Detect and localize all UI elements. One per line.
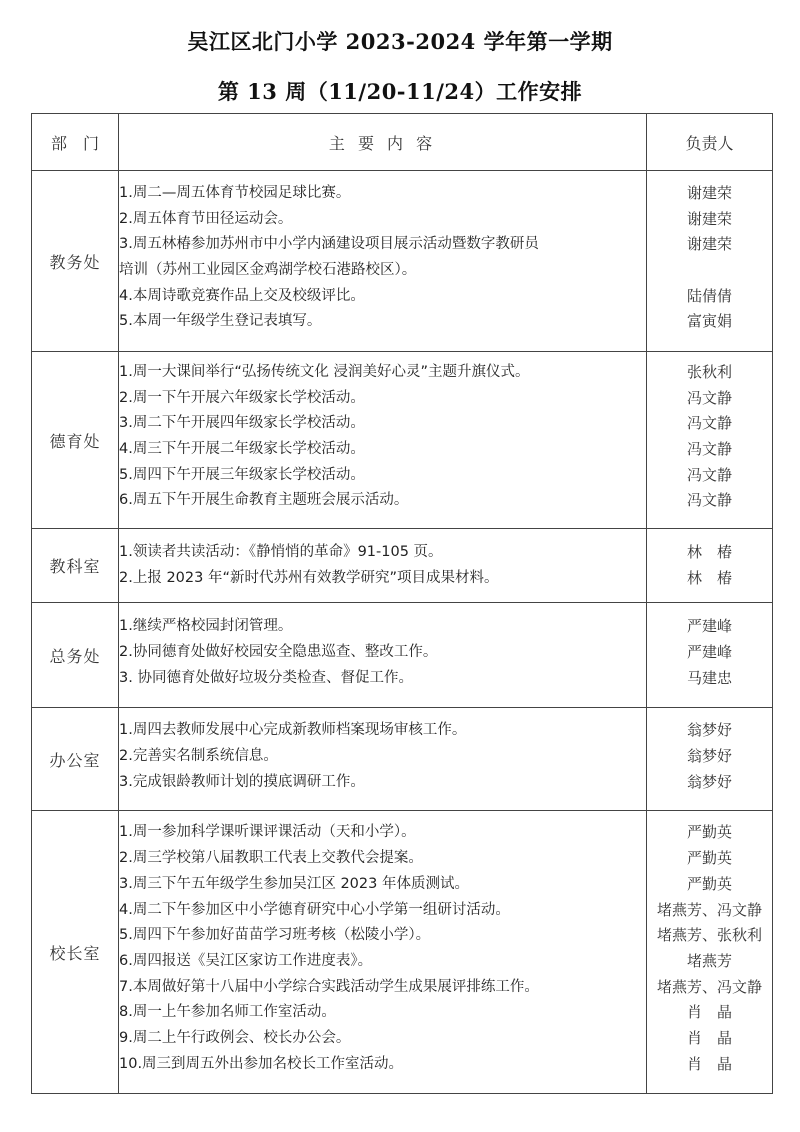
person-name: 陆倩倩: [686, 286, 732, 305]
person-name: 翁梦妤: [686, 721, 732, 740]
section-row-deyuchu: [32, 352, 773, 529]
header-department: 部 门: [32, 114, 119, 171]
task-item: 3.完成银龄教师计划的摸底调研工作。: [119, 773, 365, 790]
department-cell: 办公室: [32, 708, 119, 811]
person-cell: [647, 171, 773, 352]
task-item: 2.协同德育处做好校园安全隐患巡查、整改工作。: [119, 644, 438, 661]
task-item: 3.周二下午开展四年级家长学校活动。: [119, 415, 365, 432]
task-item: 1.周四去教师发展中心完成新教师档案现场审核工作。: [119, 722, 467, 739]
task-item: 2.周三学校第八届教职工代表上交教代会提案。: [119, 850, 423, 867]
task-item: 1.继续严格校园封闭管理。: [119, 618, 293, 635]
task-item: 4.周二下午参加区中小学德育研究中心小学第一组研讨活动。: [119, 901, 510, 918]
person-name: 严勤英: [686, 874, 732, 893]
person-name: 谢建荣: [686, 183, 732, 202]
person-name: 马建忠: [686, 668, 732, 687]
person-name: 堵燕芳、张秋利: [656, 926, 762, 945]
person-name: 冯文静: [686, 388, 732, 407]
department-cell: 教科室: [32, 529, 119, 603]
person-name: 肖 晶: [686, 1054, 732, 1073]
task-item: 2.周五体育节田径运动会。: [119, 210, 293, 227]
section-row-jiaowuchu: [32, 171, 773, 352]
task-item: 6.周五下午开展生命教育主题班会展示活动。: [119, 492, 409, 509]
person-name: 堵燕芳: [686, 952, 732, 970]
task-item: 5.周四下午开展三年级家长学校活动。: [119, 466, 365, 483]
content-cell: [119, 603, 647, 708]
task-item: 8.周一上午参加名师工作室活动。: [119, 1004, 336, 1021]
person-cell: [647, 811, 773, 1094]
task-item: 3.周三下午五年级学生参加吴江区 2023 年体质测试。: [119, 875, 469, 892]
task-item: 2.周一下午开展六年级家长学校活动。: [119, 389, 365, 406]
person-name: 林 椿: [686, 542, 732, 561]
section-row-xiaozhangshi: [32, 811, 773, 1094]
section-row-bangongshi: [32, 708, 773, 811]
person-name: 严建峰: [686, 643, 732, 662]
person-name: 冯文静: [686, 414, 732, 433]
task-item: 3.周五林椿参加苏州市中小学内涵建设项目展示活动暨数字教研员: [119, 236, 539, 253]
header-content: 主 要 内 容: [119, 114, 647, 171]
document-subtitle: 第 13 周（11/20-11/24）工作安排: [217, 79, 583, 104]
person-name: 翁梦妤: [686, 747, 732, 766]
content-cell: [119, 352, 647, 529]
task-item: 4.周三下午开展二年级家长学校活动。: [119, 441, 365, 457]
task-item: 5.本周一年级学生登记表填写。: [119, 313, 322, 330]
person-name: 冯文静: [686, 491, 732, 510]
person-name: 冯文静: [686, 465, 732, 484]
department-cell: 总务处: [32, 603, 119, 708]
task-item: 1.周二—周五体育节校园足球比赛。: [119, 184, 351, 201]
person-cell: [647, 708, 773, 811]
content-cell: [119, 171, 647, 352]
person-name: 富寅娟: [686, 312, 732, 331]
person-name: 严建峰: [686, 617, 732, 636]
content-cell: [119, 811, 647, 1094]
content-cell: [119, 708, 647, 811]
content-cell: [119, 529, 647, 603]
person-name: 林 椿: [686, 568, 732, 587]
task-item: 1.周一参加科学课听课评课活动（天和小学）。: [119, 824, 416, 841]
person-name: 堵燕芳、冯文静: [656, 977, 762, 996]
person-spacer: [647, 258, 772, 284]
section-row-jiaokeshi: [32, 529, 773, 603]
task-item: 3. 协同德育处做好垃圾分类检查、督促工作。: [119, 669, 413, 686]
task-item: 1.领读者共读活动：《静悄悄的革命》91-105 页。: [119, 543, 443, 560]
department-cell: 德育处: [32, 352, 119, 529]
person-cell: [647, 352, 773, 529]
task-item: 10.周三到周五外出参加名校长工作室活动。: [119, 1055, 404, 1072]
department-cell: 教务处: [32, 171, 119, 352]
task-item: 2.完善实名制系统信息。: [119, 748, 278, 765]
person-cell: [647, 603, 773, 708]
document-title: 吴江区北门小学 2023-2024 学年第一学期: [187, 29, 613, 54]
task-item: 2.上报 2023 年“新时代苏州有效教学研究”项目成果材料。: [119, 569, 499, 586]
person-name: 堵燕芳、冯文静: [656, 900, 762, 919]
person-name: 张秋利: [686, 362, 732, 381]
task-item: 6.周四报送《吴江区家访工作进度表》。: [119, 953, 373, 969]
person-name: 谢建荣: [686, 235, 732, 254]
person-name: 谢建荣: [686, 209, 732, 228]
task-item: 1.周一大课间举行“弘扬传统文化 浸润美好心灵”主题升旗仪式。: [119, 363, 530, 380]
person-name: 肖 晶: [686, 1003, 732, 1022]
person-name: 严勤英: [686, 823, 732, 842]
task-item: 5.周四下午参加好苗苗学习班考核（松陵小学）。: [119, 927, 431, 944]
section-row-zongwuchu: [32, 603, 773, 708]
task-item: 4.本周诗歌竞赛作品上交及校级评比。: [119, 287, 365, 304]
person-name: 翁梦妤: [686, 772, 732, 791]
department-cell: 校长室: [32, 811, 119, 1094]
person-cell: [647, 529, 773, 603]
header-row: [32, 114, 773, 171]
task-item: 7.本周做好第十八届中小学综合实践活动学生成果展评排练工作。: [119, 978, 539, 995]
schedule-table: [31, 113, 773, 1094]
task-item-continued: 培训（苏州工业园区金鸡湖学校石港路校区）。: [119, 262, 417, 278]
header-person: 负责人: [647, 114, 773, 171]
person-name: 冯文静: [686, 440, 732, 458]
person-name: 严勤英: [686, 849, 732, 868]
task-item: 9.周二上午行政例会、校长办公会。: [119, 1030, 351, 1047]
person-name: 肖 晶: [686, 1029, 732, 1048]
